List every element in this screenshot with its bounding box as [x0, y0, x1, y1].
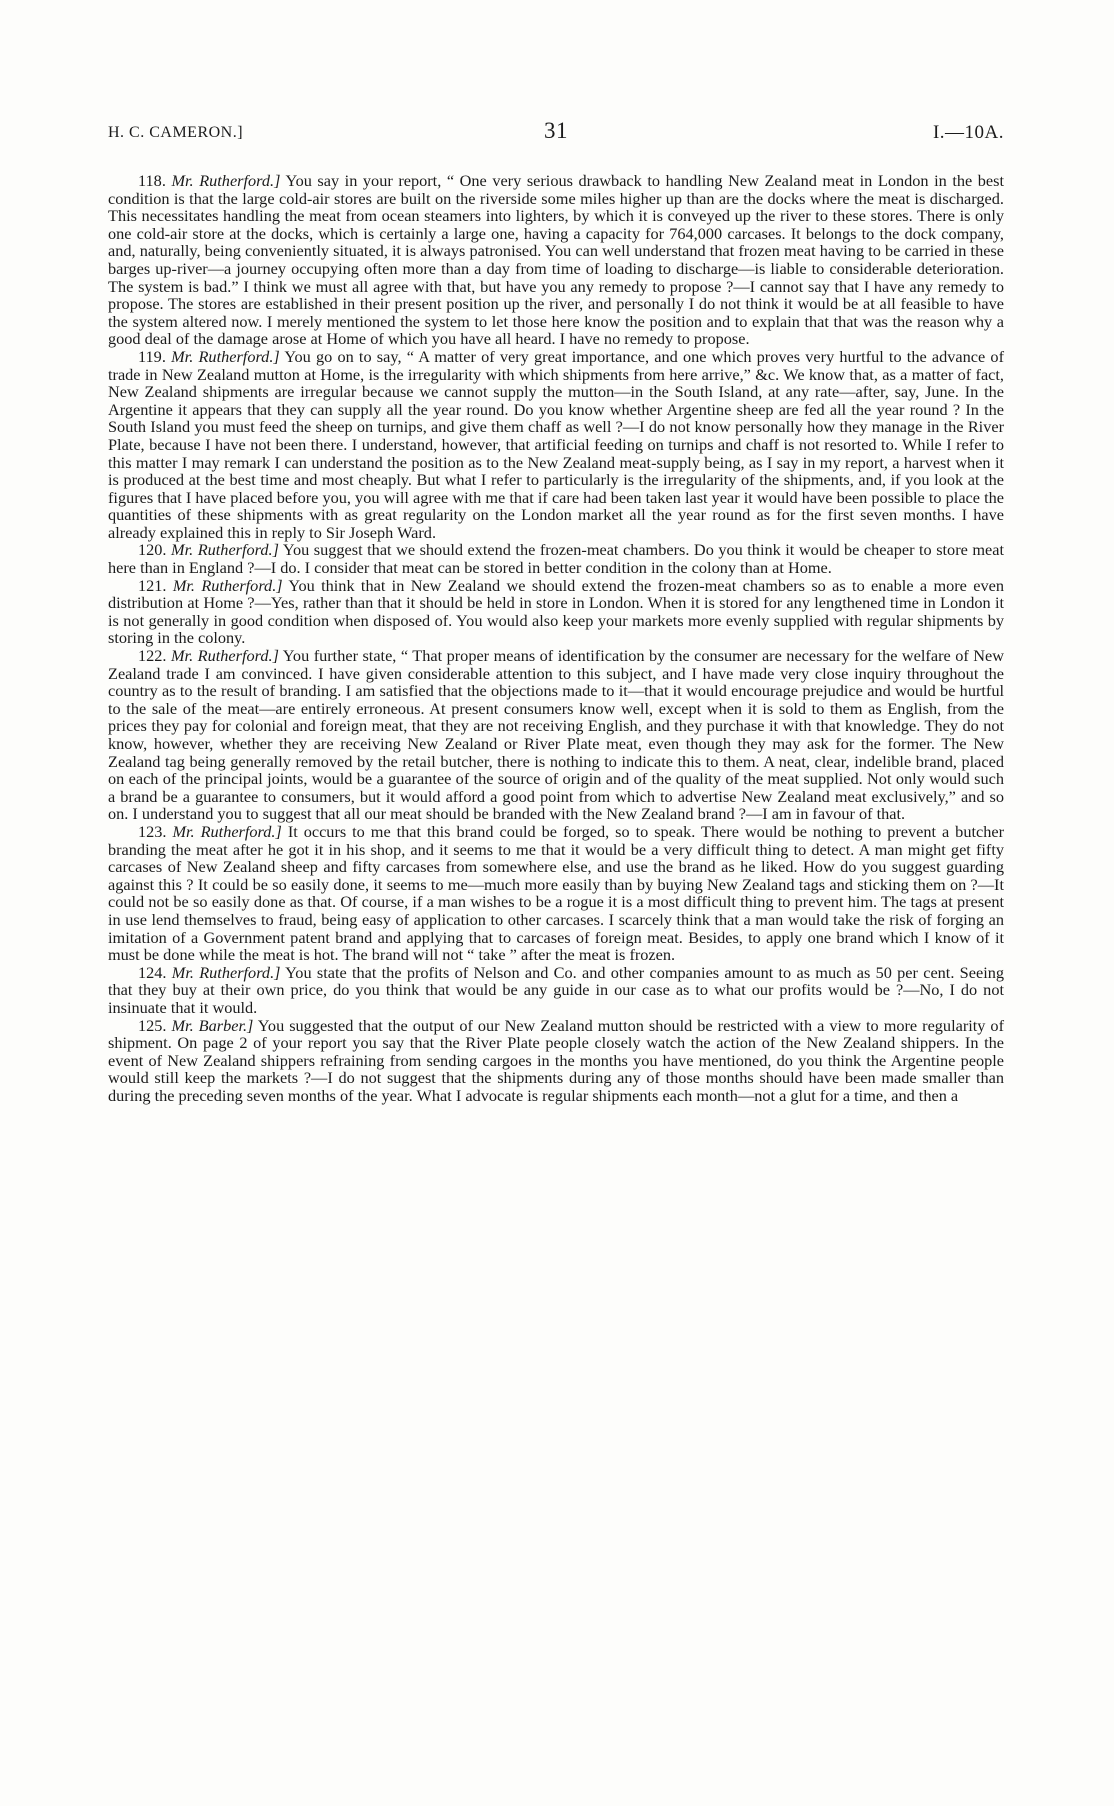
- question-paragraph: [108, 823, 1004, 964]
- question-paragraph: [108, 541, 1004, 576]
- question-text: It occurs to me that this brand could be forged, so to speak. There would be nothing to prevent a butcher branding the meat after he got it in his shop, and it seems to me that it would be a very difficult thing to detect. A man might get fifty carcases of New Zealand sheep and fifty carcases from somewhere else, and use the brand as he liked. How do you suggest guarding against this ? It could be so easily done, it seems to me—much more easily than by buying New Zealand tags and sticking them on ?—It could not be so easily done as that. Of course, if a man wishes to be a rogue it is a most difficult thing to prevent him. The tags at present in use lend themselves to fraud, being easy of application to other carcases. I scarcely think that a man would take the risk of forging an imitation of a Government patent brand and applying that to carcases of foreign meat. Besides, to apply one brand which I know of it must be done while the meat is hot. The brand will not “ take ” after the meat is frozen.: [108, 821, 1004, 965]
- question-text: You go on to say, “ A matter of very great importance, and one which proves very hurtful to the advance of trade in New Zealand mutton at Home, is the irregularity with which shipments from here arrive,” &c. We know that, as a matter of fact, New Zealand shipments are irregular because we cannot supply the mutton—in the South Island, at any rate—after, say, June. In the Argentine it appears that they can supply all the year round. Do you know whether Argentine sheep are fed all the year round ? In the South Island you must feed the sheep on turnips, and give them chaff as well ?—I do not know personally how they manage in the River Plate, because I have not been there. I understand, however, that artificial feeding on turnips and chaff is not resorted to. While I refer to this matter I may remark I can understand the position as to the New Zealand meat-supply being, as I say in my report, a harvest when it is produced at the best time and most cheaply. But what I refer to particularly is the irregularity of the shipments, and, if you look at the figures that I have placed before you, you will agree with me that if care had been taken last year it would have been possible to place the quantities of these shipments with as great regularity on the London market all the year round as for the first seven months. I have already explained this in reply to Sir Joseph Ward.: [108, 346, 1004, 542]
- question-number: 119.: [138, 346, 166, 366]
- question-number: 123.: [138, 821, 167, 841]
- speaker: Mr. Rutherford.]: [171, 346, 280, 366]
- question-text: You think that in New Zealand we should extend the frozen-meat chambers so as to enable a more even distribution at Home ?—Yes, rather than that it should be held in store in London. When it is stored for any lengthened time in London it is not generally in good condition when disposed of. You would also keep your markets more evenly supplied with regular shipments by storing in the colony.: [108, 575, 1004, 648]
- speaker: Mr. Rutherford.]: [172, 821, 282, 841]
- question-number: 122.: [138, 646, 167, 666]
- speaker: Mr. Barber.]: [171, 1015, 254, 1035]
- question-text: You suggest that we should extend the frozen-meat chambers. Do you think it would be cheaper to store meat here than in England ?—I do. I consider that meat can be stored in better condition in the colony than at Home.: [108, 540, 1005, 578]
- question-paragraph: [108, 577, 1004, 647]
- document-reference: I.—10A.: [932, 122, 1004, 143]
- question-text: You further state, “ That proper means of identification by the consumer are necessary for the welfare of New Zealand trade I am convinced. I have given considerable attention to this subject, and I have made very close inquiry throughout the country as to the result of branding. I am satisfied that the objections made to it—that it would encourage prejudice and would be hurtful to the sale of the meat—are entirely erroneous. At present consumers know well, except when it is sold to them as English, from the prices they pay for colonial and foreign meat, that they are not receiving English, and they purchase it with that knowledge. They do not know, however, whether they are receiving New Zealand or River Plate meat, even though they may ask for the former. The New Zealand tag being generally removed by the retail butcher, there is nothing to indicate this to them. A neat, clear, indelible brand, placed on each of the principal joints, would be a guarantee of the source of origin and of the quality of the meat supplied. Not only would such a brand be a guarantee to consumers, but it would afford a good point from which to advertise New Zealand meat exclusively,” and so on. I understand you to suggest that all our meat should be branded with the New Zealand brand ?—I am in favour of that.: [108, 646, 1004, 824]
- question-paragraph: [108, 172, 1004, 348]
- speaker: Mr. Rutherford.]: [172, 575, 283, 595]
- question-number: 118.: [138, 171, 166, 190]
- speaker: Mr. Rutherford.]: [171, 540, 279, 560]
- question-number: 120.: [138, 540, 167, 560]
- question-paragraph: [108, 348, 1004, 542]
- question-paragraph: [108, 647, 1004, 823]
- speaker: Mr. Rutherford.]: [171, 646, 279, 666]
- testimony-body: [108, 172, 1004, 1104]
- question-text: You suggested that the output of our New Zealand mutton should be restricted with a view to more regularity of shipment. On page 2 of your report you say that the River Plate people closely watch the action of the New Zealand shippers. In the event of New Zealand shippers refraining from sending cargoes in the months you have mentioned, do you think the Argentine people would still keep the markets ?—I do not suggest that the shipments during any of those months should have been made smaller than during the preceding seven months of the year. What I advocate is regular shipments each month—not a glut for a time, and then a: [108, 1015, 1004, 1105]
- question-text: You say in your report, “ One very serious drawback to handling New Zealand meat in London in the best condition is that the large cold-air stores are built on the riverside some miles higher up than are the docks where the meat is discharged. This necessitates handling the meat from ocean steamers into lighters, by which it is conveyed up the river to these stores. There is only one cold-air store at the docks, which is certainly a large one, having a capacity for 764,000 carcases. It belongs to the dock company, and, naturally, being conveniently situated, it is always patronised. You can well understand that frozen meat having to be carried in these barges up-river—a journey occupying often more than a day from time of loading to discharge—is liable to considerable deterioration. The system is bad.” I think we must all agree with that, but have you any remedy to propose ?—I cannot say that I have any remedy to propose. The stores are established in their present position up the river, and personally I do not think it would be at all feasible to have the system altered now. I merely mentioned the system to let those here know the position and to explain that that was the reason why a good deal of the damage arose at Home of which you have all heard. I have no remedy to propose.: [108, 171, 1005, 349]
- question-paragraph: [108, 964, 1004, 1017]
- question-text: You state that the profits of Nelson and Co. and other companies amount to as much as 50 per cent. Seeing that they buy at their own price, do you think that would be any guide in our case as to what our profits would be ?—No, I do not insinuate that it would.: [108, 962, 1004, 1017]
- question-number: 125.: [138, 1015, 167, 1035]
- question-number: 121.: [138, 575, 167, 595]
- page-number: 31: [544, 118, 568, 143]
- witness-name: H. C. CAMERON.]: [108, 124, 244, 141]
- speaker: Mr. Rutherford.]: [171, 962, 281, 982]
- speaker: Mr. Rutherford.]: [171, 171, 281, 190]
- question-number: 124.: [138, 962, 167, 982]
- page-header: [108, 118, 1004, 148]
- question-paragraph: [108, 1017, 1004, 1105]
